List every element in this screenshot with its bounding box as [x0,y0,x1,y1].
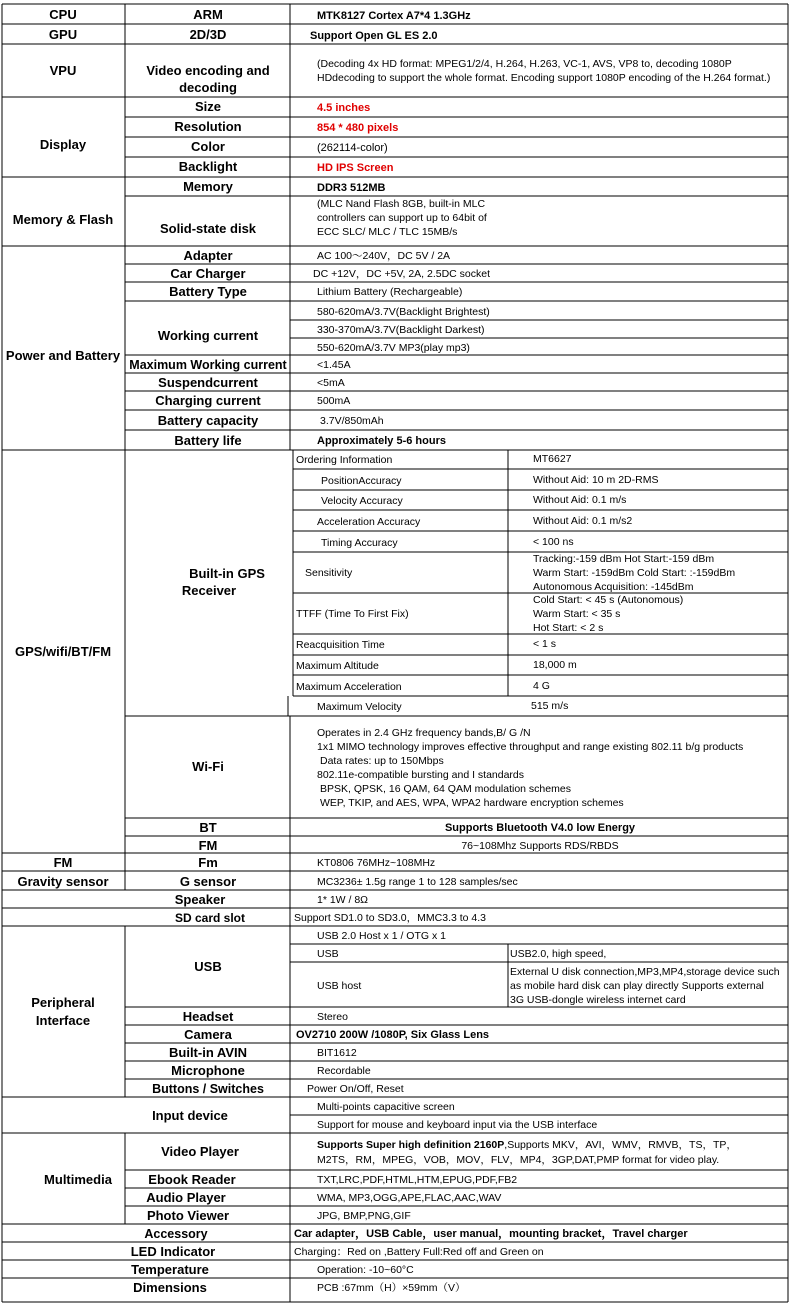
display-category: Display [39,137,87,152]
gps-label-line1: Built-in GPS [189,566,265,581]
memory-value: DDR3 512MB [317,182,386,194]
audio-value: WMA, MP3,OGG,APE,FLAC,AAC,WAV [317,1192,502,1204]
charging-current-value: 500mA [317,395,351,407]
vpu-value-line2: HDdecoding to support the whole format. Encoding support 1080P encoding of the H.264 format.) [317,72,771,84]
usb-host-value-line: as mobile hard disk can play directly Supports external [510,980,764,992]
fm-row-category: FM [53,855,73,870]
adapter-value: AC 100～240V，DC 5V / 2A [317,250,451,262]
gps-row-name: Reacquisition Time [296,639,385,651]
usb-label: USB [194,959,222,974]
gpu-category: GPU [48,27,78,42]
max-working-current-value: <1.45A [317,359,351,371]
ssd-value-line1: (MLC Nand Flash 8GB, built-in MLC [317,198,486,210]
gps-row-value: 515 m/s [531,700,569,712]
gps-row-name: PositionAccuracy [321,475,402,487]
bt-label: BT [199,820,217,835]
gps-row-name: Maximum Velocity [317,701,402,713]
fm-value: 76~108Mhz Supports RDS/RBDS [461,840,619,852]
photo-value: JPG, BMP,PNG,GIF [317,1210,411,1222]
peripheral-category-line1: Peripheral [31,995,95,1010]
dimensions-label: Dimensions [133,1280,207,1295]
gpu-label: 2D/3D [189,27,227,42]
battery-type-label: Battery Type [169,284,247,299]
battery-life-label: Battery life [174,433,242,448]
gps-row-value: Tracking:-159 dBm Hot Start:-159 dBm [533,553,715,565]
car-charger-label: Car Charger [170,266,246,281]
display-backlight-value: HD IPS Screen [317,162,394,174]
sdcard-value: Support SD1.0 to SD3.0，MMC3.3 to 4.3 [294,912,487,924]
ssd-label: Solid-state disk [159,221,257,236]
bt-value: Supports Bluetooth V4.0 low Energy [444,822,636,834]
speaker-label: Speaker [174,892,226,907]
usb-host-value-line: External U disk connection,MP3,MP4,storage device such [510,966,780,978]
usb-name: USB [317,948,339,960]
gps-row-name: Maximum Altitude [296,660,379,672]
gps-category: GPS/wifi/BT/FM [14,644,112,659]
wifi-label: Wi-Fi [192,759,224,774]
display-size-value: 4.5 inches [317,102,371,114]
gps-row-name: Acceleration Accuracy [317,516,421,528]
display-resolution-value: 854 * 480 pixels [317,122,399,134]
battery-life-value: Approximately 5-6 hours [317,435,446,447]
gps-row-value: Cold Start: < 45 s (Autonomous) [533,594,684,606]
gps-row-value: < 1 s [533,638,557,650]
vpu-category: VPU [49,63,77,78]
video-player-value-rest: ,Supports MKV，AVI，WMV，RMVB，TS，TP， [504,1139,737,1151]
avin-label: Built-in AVIN [169,1045,247,1060]
wifi-line: Data rates: up to 150Mbps [320,755,444,767]
gps-row-name: Maximum Acceleration [296,681,402,693]
gps-row-value: Autonomous Acquisition: -145dBm [533,581,694,593]
buttons-value: Power On/Off, Reset [307,1083,404,1095]
gravity-value: MC3236± 1.5g range 1 to 128 samples/sec [317,876,518,888]
gps-row-value: < 100 ns [533,536,574,548]
video-player-label: Video Player [161,1144,239,1159]
battery-capacity-label: Battery capacity [157,413,259,428]
display-resolution-label: Resolution [174,119,242,134]
memory-label: Memory [183,179,233,194]
gps-row-name: TTFF (Time To First Fix) [296,608,409,620]
adapter-label: Adapter [183,248,233,263]
fm-label: FM [198,838,218,853]
usb-host-value-line: 3G USB-dongle wireless internet card [510,994,686,1006]
ssd-value-line2: controllers can support up to 64bit of [317,212,487,224]
video-player-value-bold: Supports Super high definition 2160P [317,1139,505,1151]
video-player-value-line2: M2TS，RM，MPEG，VOB，MOV，FLV，MP4，3GP,DAT,PMP format for video play. [317,1154,720,1166]
power-category: Power and Battery [5,348,121,363]
camera-label: Camera [184,1027,232,1042]
accessory-label: Accessory [144,1227,208,1241]
peripheral-category-line2: Interface [35,1013,91,1028]
led-label: LED Indicator [130,1244,216,1259]
gravity-category: Gravity sensor [17,874,109,889]
wifi-line: Operates in 2.4 GHz frequency bands,B/ G /N [317,727,531,739]
cpu-label: ARM [193,7,223,22]
wifi-line: 802.11e-compatible bursting and I standards [317,769,525,781]
working-current-value-1: 580-620mA/3.7V(Backlight Brightest) [317,306,490,318]
working-current-value-3: 550-620mA/3.7V MP3(play mp3) [317,342,470,354]
speaker-value: 1* 1W / 8Ω [317,894,369,906]
led-value: Charging：Red on ,Battery Full:Red off and Green on [294,1246,544,1258]
working-current-label: Working current [157,328,259,343]
fm-row-value: KT0806 76MHz~108MHz [317,857,436,869]
ssd-value-line3: ECC SLC/ MLC / TLC 15MB/s [317,226,458,238]
wifi-line: BPSK, QPSK, 16 QAM, 64 QAM modulation schemes [320,783,571,795]
input-label: Input device [152,1108,228,1123]
wifi-line: 1x1 MIMO technology improves effective throughput and range existing 802.11 b/g products [317,741,744,753]
display-backlight-label: Backlight [178,159,238,174]
gps-row-value: Without Aid: 0.1 m/s2 [533,515,633,527]
usb-host-name: USB host [317,980,362,992]
ebook-label: Ebook Reader [148,1172,236,1187]
microphone-value: Recordable [317,1065,371,1077]
photo-label: Photo Viewer [146,1208,230,1223]
vpu-label-line1: Video encoding and [146,63,270,78]
fm-row-label: Fm [198,855,218,870]
dimensions-value: PCB :67mm（H）×59mm（V） [317,1282,466,1294]
avin-value: BIT1612 [317,1047,357,1059]
display-color-label: Color [191,139,225,154]
gpu-value: Support Open GL ES 2.0 [310,30,438,42]
working-current-value-2: 330-370mA/3.7V(Backlight Darkest) [317,324,485,336]
ebook-value: TXT,LRC,PDF,HTML,HTM,EPUG,PDF,FB2 [317,1174,518,1186]
microphone-label: Microphone [171,1063,245,1078]
suspend-current-value: <5mA [317,377,345,389]
battery-capacity-value: 3.7V/850mAh [320,415,384,427]
gps-row-name: Velocity Accuracy [321,495,403,507]
accessory-value: Car adapter，USB Cable，user manual，mounting bracket，Travel charger [294,1228,688,1240]
sdcard-label: SD card slot [174,911,246,925]
battery-type-value: Lithium Battery (Rechargeable) [317,286,463,298]
temperature-value: Operation: -10~60°C [317,1264,414,1276]
gps-row-value: Without Aid: 0.1 m/s [533,494,627,506]
headset-value: Stereo [317,1011,348,1023]
audio-label: Audio Player [146,1190,226,1205]
buttons-label: Buttons / Switches [152,1082,264,1096]
headset-label: Headset [182,1009,234,1024]
cpu-category: CPU [49,7,77,22]
display-size-label: Size [194,99,222,114]
gps-row-value: 18,000 m [533,659,577,671]
charging-current-label: Charging current [155,393,261,408]
input-value-line: Support for mouse and keyboard input via the USB interface [317,1119,598,1131]
input-value-line: Multi-points capacitive screen [317,1101,455,1113]
gps-row-value: Hot Start: < 2 s [533,622,604,634]
temperature-label: Temperature [131,1262,209,1277]
gps-row-value: Warm Start: < 35 s [533,608,621,620]
gps-row-name: Timing Accuracy [321,537,398,549]
max-working-current-label: Maximum Working current [129,358,287,372]
camera-value: OV2710 200W /1080P, Six Glass Lens [296,1029,490,1041]
gps-label-line2: Receiver [181,583,237,598]
suspend-current-label: Suspendcurrent [158,375,258,390]
gps-row-value: MT6627 [533,453,572,465]
wifi-line: WEP, TKIP, and AES, WPA, WPA2 hardware encryption schemes [320,797,624,809]
display-color-value: (262114-color) [317,142,388,154]
video-player-value-line1 [317,1139,737,1151]
car-charger-value: DC +12V，DC +5V, 2A, 2.5DC socket [313,268,491,280]
cpu-value: MTK8127 Cortex A7*4 1.3GHz [317,10,471,22]
usb-value: USB2.0, high speed, [510,948,607,960]
multimedia-category: Multimedia [44,1172,112,1187]
vpu-label-line2: decoding [179,80,237,95]
memory-category: Memory & Flash [12,212,114,227]
gravity-label: G sensor [179,874,237,889]
gps-row-name: Ordering Information [296,454,393,466]
vpu-value-line1: (Decoding 4x HD format: MPEG1/2/4, H.264, H.263, VC-1, AVS, VP8 to, decoding 1080P [317,58,732,70]
gps-row-value: Warm Start: -159dBm Cold Start: :-159dBm [533,567,736,579]
gps-row-name: Sensitivity [305,567,353,579]
usb-host-otg: USB 2.0 Host x 1 / OTG x 1 [317,930,446,942]
gps-row-value: 4 G [533,680,550,692]
gps-row-value: Without Aid: 10 m 2D-RMS [533,474,659,486]
